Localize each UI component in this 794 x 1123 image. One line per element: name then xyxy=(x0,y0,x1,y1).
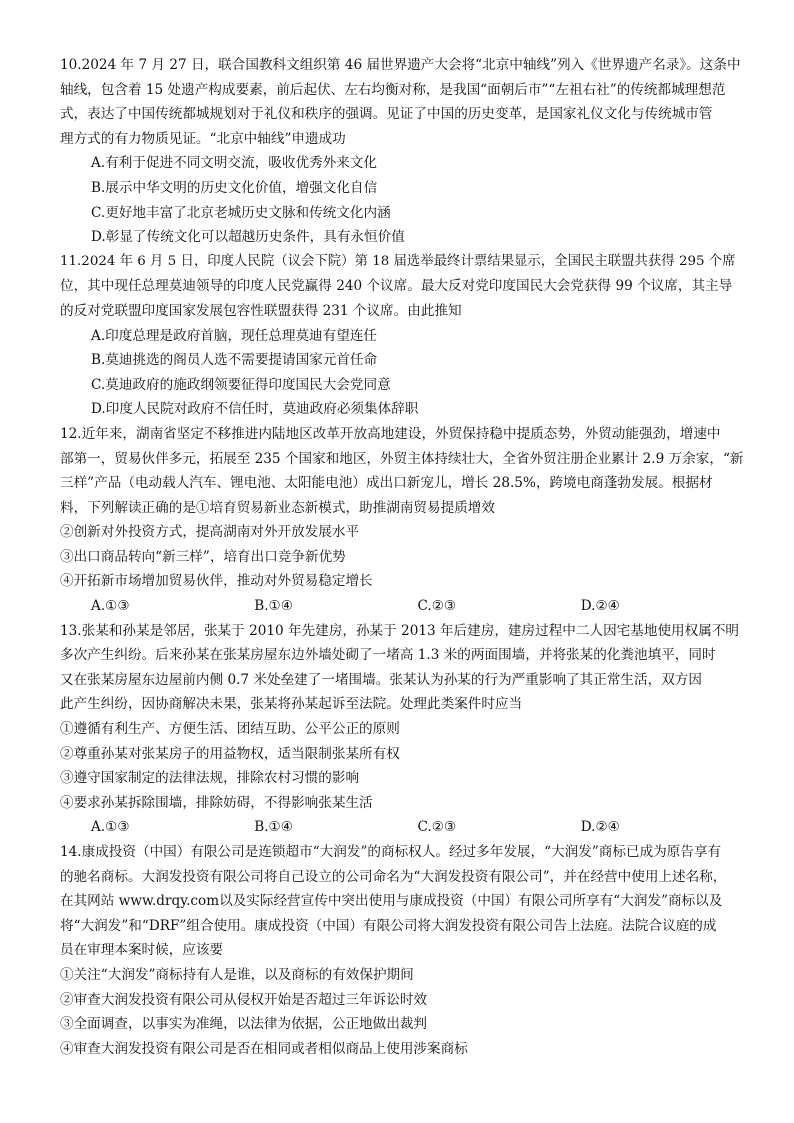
question-11-stem-line: 的反对党联盟印度国家发展包容性联盟获得 231 个议席。由此推知 xyxy=(60,302,462,319)
question-13-stem-line: 多次产生纠纷。后来孙某在张某房屋东边外墙处砌了一堵高 1.3 米的两面围墙，并将张某的化粪池填平，同时 xyxy=(60,647,716,664)
question-12-stem-line: 三样”产品（电动载人汽车、锂电池、太阳能电池）成出口新宠儿，增长 28.5%，跨境电商蓬勃发展。根据材 xyxy=(60,475,713,492)
question-12-choices xyxy=(60,594,744,619)
question-11-option-b: B.莫迪挑选的阁员人选不需要提请国家元首任命 xyxy=(91,352,378,369)
question-10-option-b: B.展示中华文明的历史文化价值，增强文化自信 xyxy=(91,179,378,196)
question-14-stem-line: 在其网站 www.drqy.com以及实际经营宣传中突出使用与康成投资（中国）有限公司所享有“大润发”商标以及 xyxy=(60,893,723,910)
question-10-stem-line: 10.2024 年 7 月 27 日，联合国教科文组织第 46 届世界遗产大会将“北京中轴线”列入《世界遗产名录》。这条中 xyxy=(60,57,741,73)
question-10-option-a: A.有利于促进不同文明交流，吸收优秀外来文化 xyxy=(91,155,378,172)
question-12-choice-a: A.①③ xyxy=(91,598,130,615)
question-10-option-d: D.彰显了传统文化可以超越历史条件，具有永恒价值 xyxy=(91,229,405,246)
question-13-stem-line: 又在张某房屋东边屋前内侧 0.7 米处垒建了一堵围墙。张某认为孙某的行为严重影响了其正常生活，双方因 xyxy=(60,671,702,688)
question-13-item-2: ②尊重孙某对张某房子的用益物权，适当限制张某所有权 xyxy=(60,745,400,762)
question-14-stem-line: 14.康成投资（中国）有限公司是连锁超市“大润发”的商标权人。经过多年发展，“大润发”商标已成为原告享有 xyxy=(60,844,722,860)
question-14-item-3: ③全面调查，以事实为准绳，以法律为依据，公正地做出裁判 xyxy=(60,1016,428,1033)
question-11-option-d: D.印度人民院对政府不信任时，莫迪政府必须集体辞职 xyxy=(91,401,419,418)
question-11-stem-line: 位，其中现任总理莫迪领导的印度人民党赢得 240 个议席。最大反对党印度国民大会党获得 99 个议席，其主导 xyxy=(60,278,733,295)
question-13-choice-a: A.①③ xyxy=(91,819,130,836)
question-13-stem-line: 此产生纠纷，因协商解决未果，张某将孙某起诉至法院。处理此类案件时应当 xyxy=(60,696,523,713)
question-12 xyxy=(60,422,744,619)
question-13-choice-c: C.②③ xyxy=(417,819,457,836)
question-11-option-a: A.印度总理是政府首脑，现任总理莫迪有望连任 xyxy=(91,327,378,344)
question-12-stem-line: 部第一，贸易伙伴多元，拓展至 235 个国家和地区，外贸主体持续壮大，全省外贸注册企业累计 2.9 万余家，“新 xyxy=(60,450,744,467)
question-12-stem-line: 料，下列解读正确的是①培育贸易新业态新模式，助推湖南贸易提质增效 xyxy=(60,499,495,516)
question-13 xyxy=(60,619,744,840)
question-14-item-2: ②审查大润发投资有限公司从侵权开始是否超过三年诉讼时效 xyxy=(60,991,428,1008)
question-13-item-4: ④要求孙某拆除围墙，排除妨碍，不得影响张某生活 xyxy=(60,794,373,811)
question-12-choice-b: B.①④ xyxy=(254,598,293,615)
exam-page xyxy=(60,53,744,1061)
question-14-stem-line: 将“大润发”和“DRF”组合使用。康成投资（中国）有限公司将大润发投资有限公司告上法庭。法院合议庭的成 xyxy=(60,917,717,934)
question-13-item-1: ①遵循有利生产、方便生活、团结互助、公平公正的原则 xyxy=(60,721,400,738)
question-12-item-2: ②创新对外投资方式，提高湖南对外开放发展水平 xyxy=(60,524,360,541)
question-12-item-3: ③出口商品转向“新三样”，培育出口竞争新优势 xyxy=(60,548,346,565)
question-10-stem-line: 式，表达了中国传统都城规划对于礼仪和秩序的强调。见证了中国的历史变革，是国家礼仪文化与传统城市管 xyxy=(60,106,713,123)
question-12-item-4: ④开拓新市场增加贸易伙伴，推动对外贸易稳定增长 xyxy=(60,573,373,590)
question-14-stem-line: 的驰名商标。大润发投资有限公司将自己设立的公司命名为“大润发投资有限公司”，并在经营中使用上述名称， xyxy=(60,868,727,885)
question-14-stem-line: 员在审理本案时候，应该要 xyxy=(60,942,224,959)
question-10-stem-line: 轴线，包含着 15 处遗产构成要素，前后起伏、左右均衡对称，是我国“面朝后市”“左祖右社”的传统都城理想范 xyxy=(60,81,726,98)
question-12-choice-c: C.②③ xyxy=(417,598,457,615)
question-14-item-1: ①关注“大润发”商标持有人是谁，以及商标的有效保护期间 xyxy=(60,966,414,983)
question-12-choice-d: D.②④ xyxy=(580,598,620,615)
question-13-item-3: ③遵守国家制定的法律法规，排除农村习惯的影响 xyxy=(60,770,360,787)
question-14-item-4: ④审查大润发投资有限公司是否在相同或者相似商品上使用涉案商标 xyxy=(60,1040,468,1057)
question-14 xyxy=(60,840,744,1061)
question-13-choices xyxy=(60,815,744,840)
question-13-stem-line: 13.张某和孙某是邻居，张某于 2010 年先建房，孙某于 2013 年后建房，建房过程中二人因宅基地使用权属不明 xyxy=(60,622,740,639)
question-11-stem-line: 11.2024 年 6 月 5 日，印度人民院（议会下院）第 18 届选举最终计票结果显示，全国民主联盟共获得 295 个席 xyxy=(60,253,736,269)
question-11 xyxy=(60,250,744,422)
question-10 xyxy=(60,53,744,250)
question-10-option-c: C.更好地丰富了北京老城历史文脉和传统文化内涵 xyxy=(91,204,391,221)
question-10-stem-line: 理方式的有力物质见证。“北京中轴线”申遗成功 xyxy=(60,130,346,147)
question-13-choice-b: B.①④ xyxy=(254,819,293,836)
question-11-option-c: C.莫迪政府的施政纲领要征得印度国民大会党同意 xyxy=(91,376,391,393)
question-13-choice-d: D.②④ xyxy=(580,819,620,836)
question-12-stem-line: 12.近年来，湖南省坚定不移推进内陆地区改革开放高地建设，外贸保持稳中提质态势，外贸动能强劲，增速中 xyxy=(60,425,721,442)
